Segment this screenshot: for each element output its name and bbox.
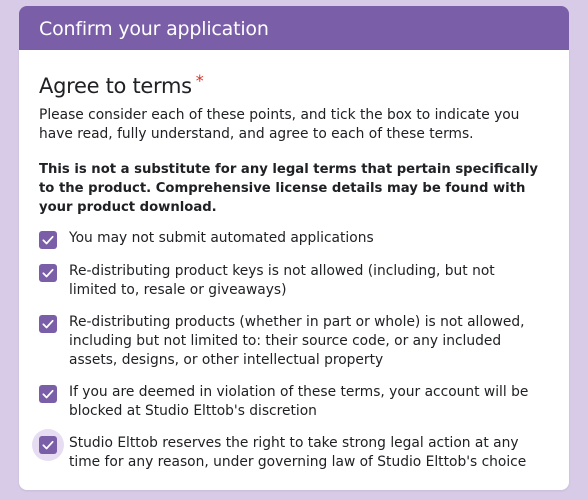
checkbox-container[interactable] — [39, 385, 57, 403]
checkmark-icon — [41, 387, 55, 401]
question-description: Please consider each of these points, and tick the box to indicate you have read, fully understand, and agree to each of these terms. — [39, 107, 520, 142]
checkbox-checked[interactable] — [39, 231, 57, 249]
term-label: Re-distributing product keys is not allowed (including, but not limited to, resale or giveaways) — [69, 263, 495, 298]
term-label: You may not submit automated applications — [69, 230, 374, 246]
legal-notice: This is not a substitute for any legal terms that pertain specifically to the product. Comprehensive license details may be found with your product download. — [39, 162, 539, 215]
form-header — [19, 6, 569, 50]
term-label: If you are deemed in violation of these terms, your account will be blocked at Studio Elttob's discretion — [69, 384, 529, 419]
checkmark-icon — [41, 317, 55, 331]
terms-checkbox-list — [39, 229, 549, 485]
term-option-1[interactable] — [39, 229, 549, 249]
question-title-row — [39, 71, 549, 98]
term-option-2[interactable] — [39, 262, 549, 300]
term-option-5[interactable] — [39, 434, 549, 472]
checkbox-checked[interactable] — [39, 315, 57, 333]
term-option-4[interactable] — [39, 383, 549, 421]
checkbox-container[interactable] — [39, 315, 57, 333]
checkmark-icon — [41, 233, 55, 247]
checkbox-container[interactable] — [39, 264, 57, 282]
checkmark-icon — [41, 438, 55, 452]
required-indicator: * — [195, 71, 204, 90]
checkbox-checked[interactable] — [39, 385, 57, 403]
term-label: Studio Elttob reserves the right to take strong legal action at any time for any reason, under governing law of Studio Elttob's choice — [69, 435, 527, 470]
form-title: Confirm your application — [39, 18, 269, 40]
checkmark-icon — [41, 266, 55, 280]
checkbox-container[interactable] — [39, 231, 57, 249]
checkbox-checked[interactable] — [39, 436, 57, 454]
checkbox-container[interactable] — [39, 436, 57, 454]
question-title: Agree to terms — [39, 74, 192, 98]
term-label: Re-distributing products (whether in part or whole) is not allowed, including but not limited to: their source code, or any included assets, designs, or other intellectual property — [69, 314, 525, 368]
term-option-3[interactable] — [39, 313, 549, 370]
checkbox-checked[interactable] — [39, 264, 57, 282]
question-card — [19, 50, 569, 490]
